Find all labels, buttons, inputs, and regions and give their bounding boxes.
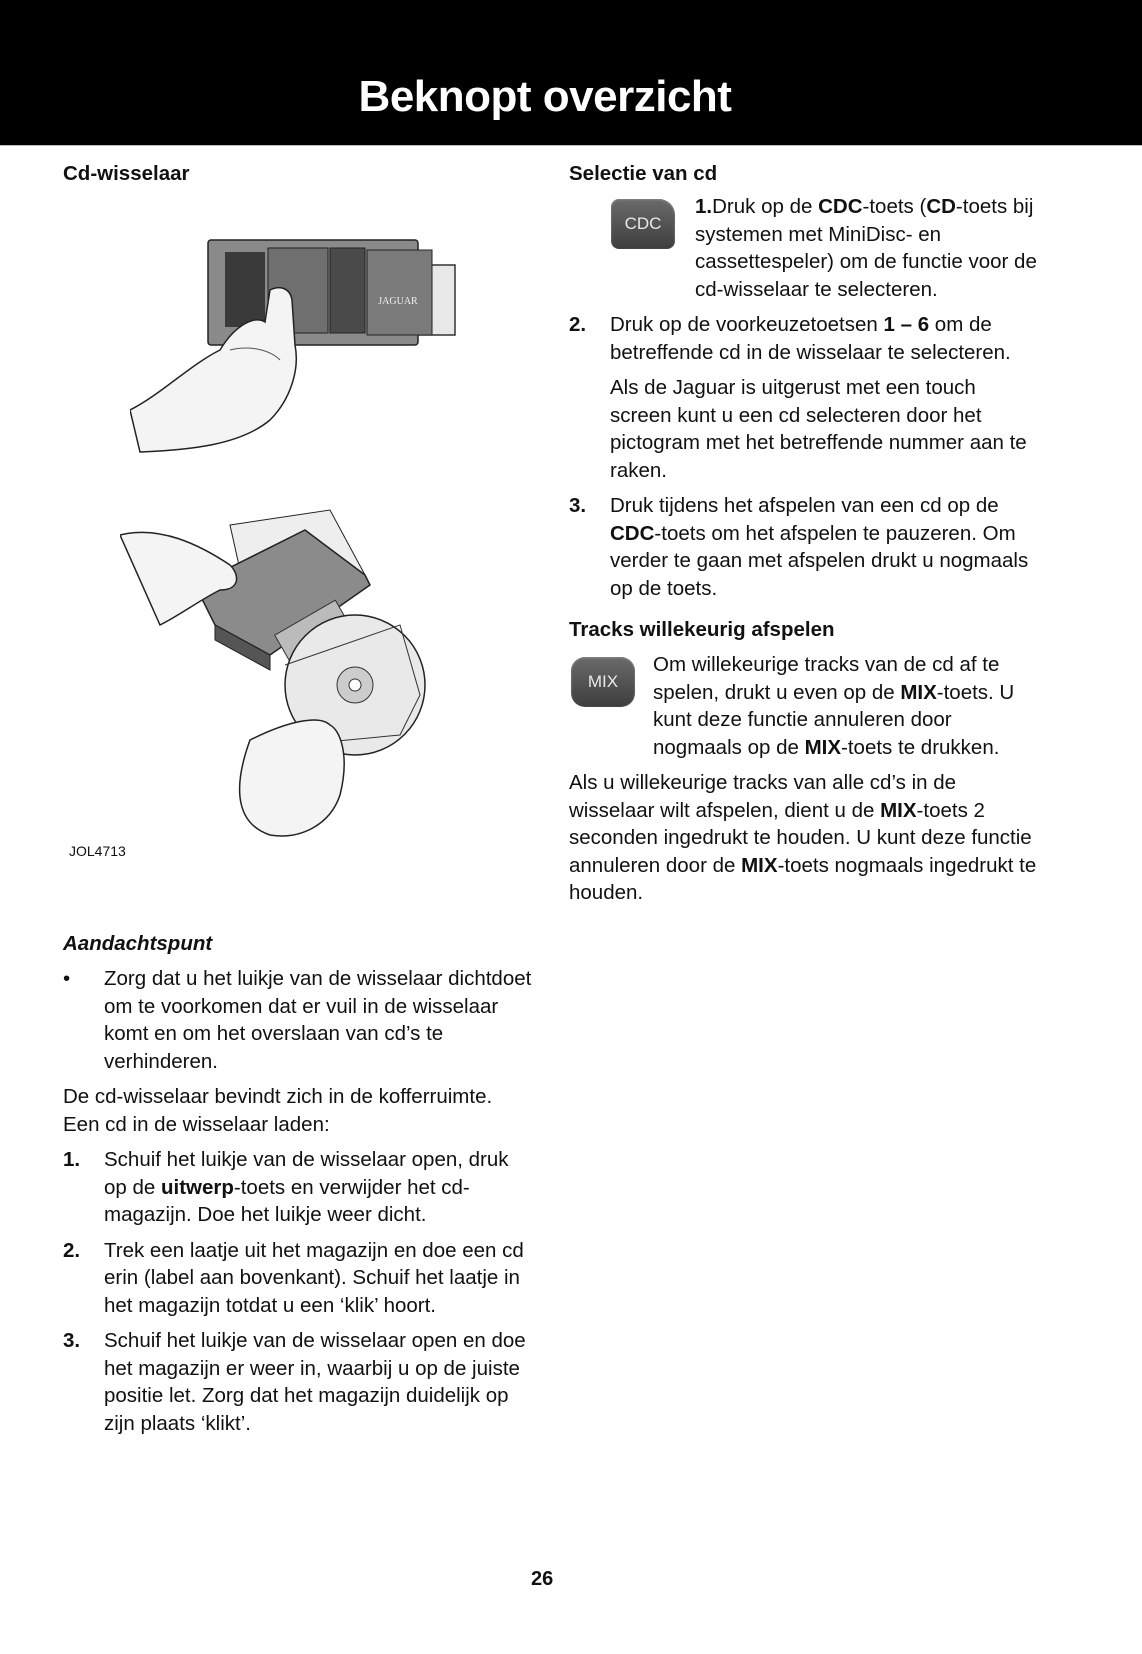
text-part: Als u willekeurige tracks van alle cd’s in de wisselaar wilt afspelen, dient u de	[569, 771, 957, 822]
keyword: MIX	[804, 735, 842, 759]
page-number: 26	[531, 1568, 554, 1590]
step-number: 3.	[63, 1329, 81, 1352]
load-step-1	[63, 1146, 533, 1229]
step-text: Trek een laatje uit het magazijn en doe een cd erin (label aan bovenkant). Schuif het laatje in het magazijn totdat u een ‘klik’ hoort.	[104, 1238, 524, 1317]
page-title: Beknopt overzicht	[358, 72, 732, 121]
cdc-step-row	[569, 193, 1039, 303]
select-step-2	[569, 311, 1039, 366]
mix-text	[635, 651, 1039, 761]
intro-paragraph: De cd-wisselaar bevindt zich in de kofferruimte. Een cd in de wisselaar laden:	[63, 1085, 493, 1136]
step-text-part: om de betreffende cd in de wisselaar te selecteren.	[610, 313, 1011, 364]
load-step-3	[63, 1327, 533, 1437]
load-step-2	[63, 1237, 533, 1320]
mix-button-icon: MIX	[571, 657, 635, 707]
step-keyword: CDC	[610, 521, 655, 545]
cd-changer-hatch-illustration	[130, 230, 460, 455]
step-text-part: Druk op de	[712, 195, 819, 218]
step-number: 1.	[63, 1148, 81, 1171]
page-header	[0, 0, 1142, 146]
section-title-cd-changer: Cd-wisselaar	[63, 162, 190, 185]
bullet-icon: •	[63, 967, 71, 990]
jaguar-logo: JAGUAR	[378, 296, 418, 307]
step-number: 3.	[569, 494, 587, 517]
step-text: Schuif het luikje van de wisselaar open en doe het magazijn er weer in, waarbij u op de juiste positie let. Zorg dat het magazijn duidelijk op zijn plaats ‘klikt’.	[104, 1329, 526, 1435]
keyword: MIX	[900, 680, 937, 704]
step-keyword: CDC	[818, 195, 863, 218]
step-text-part: Druk op de voorkeuzetoetsen	[610, 313, 884, 336]
touch-screen-note: Als de Jaguar is uitgerust met een touch screen kunt u een cd selecteren door het pictogram met het betreffende nummer aan te raken.	[610, 376, 1027, 482]
step-text-part: Schuif het luikje van de wisselaar open, druk op de	[104, 1148, 509, 1199]
left-text-block	[63, 930, 533, 1445]
keyword: MIX	[880, 798, 917, 822]
keyword: MIX	[741, 853, 778, 877]
mix-all-paragraph	[569, 769, 1039, 907]
text-part: -toets 2 seconden ingedrukt te houden. U kunt deze functie annuleren door de	[569, 798, 1032, 877]
section-title-random-tracks: Tracks willekeurig afspelen	[569, 618, 835, 641]
step-text-part: Druk tijdens het afspelen van een cd op de	[610, 494, 999, 517]
step-text-part: -toets bij systemen met MiniDisc- en cassettespeler) om de functie voor de cd-wisselaar te selecteren.	[695, 195, 1037, 301]
left-column	[63, 160, 533, 195]
note-title: Aandachtspunt	[63, 932, 213, 955]
step-number: 2.	[569, 313, 587, 336]
cd-magazine-illustration	[120, 505, 460, 845]
right-column	[569, 160, 1039, 915]
step-keyword: CD	[926, 195, 956, 218]
step-text-part: -toets om het afspelen te pauzeren. Om verder te gaan met afspelen drukt u nogmaals op de toets.	[610, 521, 1029, 600]
step-text	[104, 1146, 533, 1229]
section-title-cd-selection: Selectie van cd	[569, 162, 718, 185]
text-part: -toets te drukken.	[841, 735, 1000, 759]
text-part: -toets. U kunt deze functie annuleren door nogmaals op de	[653, 680, 1015, 759]
select-step-3	[569, 492, 1039, 602]
step-text	[610, 311, 1039, 366]
step-keyword: uitwerp	[161, 1175, 234, 1199]
note-bullet-text: Zorg dat u het luikje van de wisselaar dichtdoet om te voorkomen dat er vuil in de wisselaar komt en om het overslaan van cd’s te verhinderen.	[104, 967, 532, 1073]
text-part: -toets nogmaals ingedrukt te houden.	[569, 853, 1037, 904]
figure-caption: JOL4713	[69, 843, 126, 859]
step-number: 2.	[63, 1238, 81, 1262]
step-number: 1.	[695, 195, 713, 218]
note-bullet-item	[63, 965, 533, 1075]
step-text	[610, 492, 1039, 602]
cdc-step-text	[675, 193, 1039, 303]
step-keyword: 1 – 6	[883, 313, 930, 336]
text-part: Om willekeurige tracks van de cd af te spelen, drukt u even op de	[653, 653, 1000, 704]
mix-row	[569, 651, 1039, 761]
step-text-part: -toets (	[862, 195, 927, 218]
step-text-part: -toets en verwijder het cd-magazijn. Doe het luikje weer dicht.	[104, 1175, 470, 1226]
cdc-button-icon: CDC	[611, 199, 675, 249]
